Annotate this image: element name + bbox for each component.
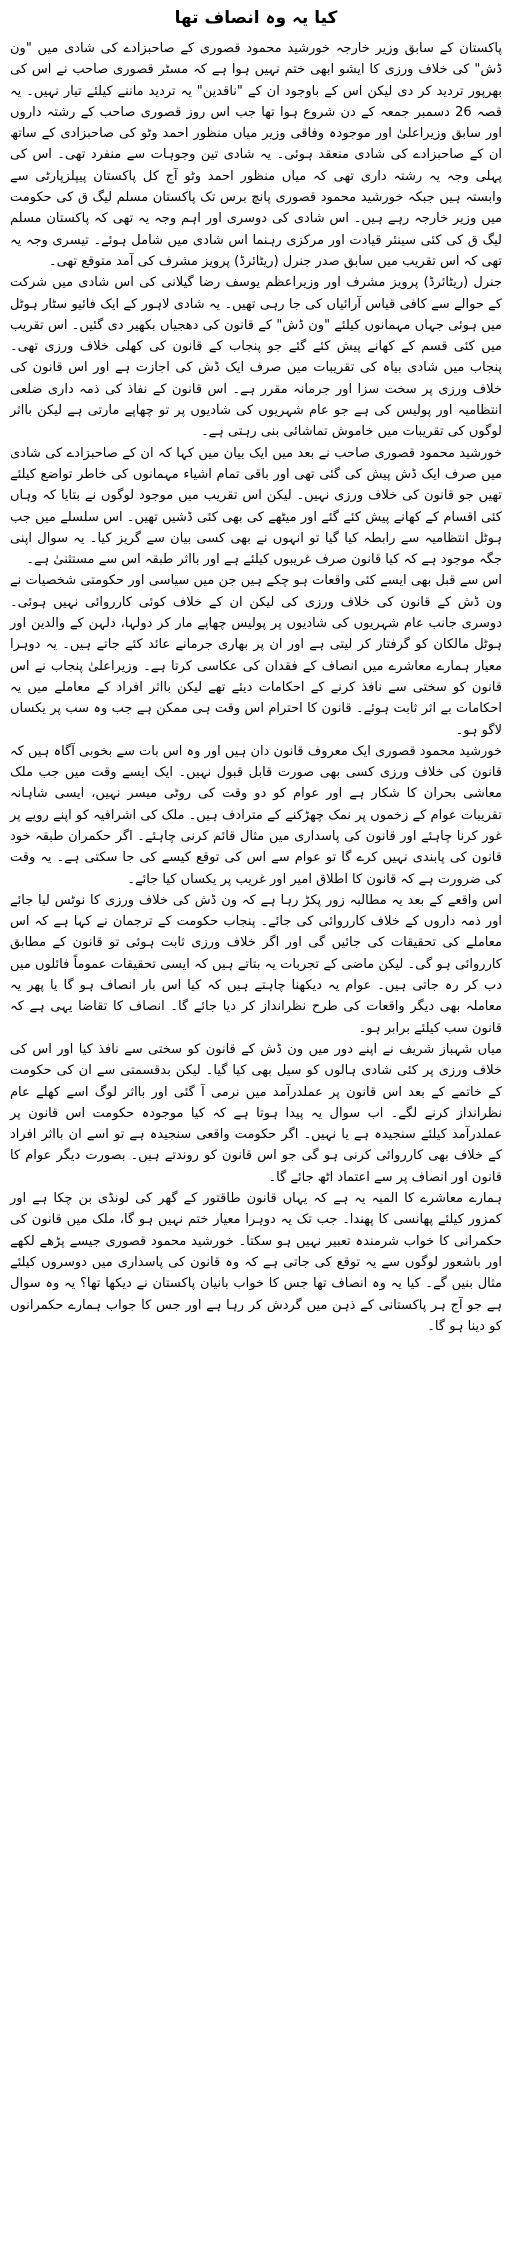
article-paragraph: خورشید محمود قصوری ایک معروف قانون دان ہیں اور وہ اس بات سے بخوبی آگاہ ہیں کہ قانون کی خلاف ورزی کسی بھی صورت قابل قبول نہیں۔ ایک ایسے وقت میں جب ملک معاشی بحران کا شکار ہے اور عوام کو دو وقت کی روٹی میسر نہیں، ایسی شاہانہ تقریبات عوام کے زخموں پر نمک چھڑکنے کے مترادف ہیں۔ ملک کی اشرافیہ کو اپنے رویے پر غور کرنا چاہئے اور قانون کی پاسداری میں مثال قائم کرنی چاہئے۔ اگر حکمران طبقہ خود قانون کی پابندی نہیں کرے گا تو عوام سے اس کی توقع کیسے کی جا سکتی ہے۔ یہ وقت کی ضرورت ہے کہ قانون کا اطلاق امیر اور غریب پر یکساں کیا جائے۔	[10, 743, 502, 887]
article-body	[10, 38, 502, 1337]
article-paragraph: جنرل (ریٹائرڈ) پرویز مشرف اور وزیراعظم یوسف رضا گیلانی کی اس شادی میں شرکت کے حوالے سے کافی قیاس آرائیاں کی جا رہی تھیں۔ یہ شادی لاہور کے ایک فائیو سٹار ہوٹل میں ہوئی جہاں مہمانوں کیلئے "ون ڈش" کے قانون کی دھجیاں بکھیر دی گئیں۔ اس تقریب میں کئی قسم کے کھانے پیش کئے گئے جو پنجاب کے قانون کی کھلی خلاف ورزی تھی۔ پنجاب میں شادی بیاہ کی تقریبات میں صرف ایک ڈش کی اجازت ہے اور اس قانون کی خلاف ورزی پر سخت سزا اور جرمانہ مقرر ہے۔ اس قانون کے نفاذ کی ذمہ داری ضلعی انتظامیہ اور پولیس کی ہے جو عام شہریوں کی شادیوں پر تو چھاپے مارتی ہے لیکن بااثر لوگوں کی تقریبات میں خاموش تماشائی بنی رہتی ہے۔	[10, 275, 502, 440]
article-paragraph: خورشید محمود قصوری صاحب نے بعد میں ایک بیان میں کہا کہ ان کے صاحبزادے کی شادی میں صرف ایک ڈش پیش کی گئی تھی اور باقی تمام اشیاء مہمانوں کی خاطر تواضع کیلئے تھیں جو قانون کی خلاف ورزی نہیں۔ لیکن اس تقریب میں موجود لوگوں نے بتایا کہ وہاں کئی اقسام کے کھانے پیش کئے گئے اور میٹھے کی بھی کئی ڈشیں تھیں۔ اس سلسلے میں جب ہوٹل انتظامیہ سے رابطہ کیا گیا تو انہوں نے بھی کسی بیان سے گریز کیا۔ یہ سوال اپنی جگہ موجود ہے کہ کیا قانون صرف غریبوں کیلئے ہے اور بااثر طبقہ اس سے مستثنیٰ ہے۔	[10, 445, 502, 568]
article-paragraph: ہمارے معاشرے کا المیہ یہ ہے کہ یہاں قانون طاقتور کے گھر کی لونڈی بن چکا ہے اور کمزور کیلئے پھانسی کا پھندا۔ جب تک یہ دوہرا معیار ختم نہیں ہو گا، ملک میں قانون کی حکمرانی کا خواب شرمندہ تعبیر نہیں ہو سکتا۔ خورشید محمود قصوری جیسے پڑھے لکھے اور باشعور لوگوں سے یہ توقع کی جاتی ہے کہ وہ قانون کی پاسداری میں دوسروں کیلئے مثال بنیں گے۔ کیا یہ وہ انصاف تھا جس کا خواب بانیان پاکستان نے دیکھا تھا؟ یہ وہ سوال ہے جو آج ہر پاکستانی کے ذہن میں گردش کر رہا ہے اور جس کا جواب ہمارے حکمرانوں کو دینا ہو گا۔	[10, 1191, 502, 1334]
article-title: کیا یہ وہ انصاف تھا	[174, 8, 338, 28]
article-paragraph: اس سے قبل بھی ایسے کئی واقعات ہو چکے ہیں جن میں سیاسی اور حکومتی شخصیات نے ون ڈش کے قانون کی خلاف ورزی کی لیکن ان کے خلاف کوئی کارروائی نہیں ہوئی۔ دوسری جانب عام شہریوں کی شادیوں پر پولیس چھاپے مار کر دولہا، دلہن کے والدین اور ہوٹل مالکان کو گرفتار کر لیتی ہے اور ان پر بھاری جرمانے عائد کئے جاتے ہیں۔ یہ دوہرا معیار ہمارے معاشرے میں انصاف کے فقدان کی عکاسی کرتا ہے۔ وزیراعلیٰ پنجاب نے اس قانون کو سختی سے نافذ کرنے کے احکامات دیئے تھے لیکن بااثر افراد کے معاملے میں یہ احکامات بے اثر ثابت ہوئے۔ قانون کا احترام اس وقت ہی ممکن ہے جب وہ سب پر یکساں لاگو ہو۔	[10, 573, 502, 738]
article-paragraph: اس واقعے کے بعد یہ مطالبہ زور پکڑ رہا ہے کہ ون ڈش کی خلاف ورزی کا نوٹس لیا جائے اور ذمہ داروں کے خلاف کارروائی کی جائے۔ پنجاب حکومت کے ترجمان نے کہا ہے کہ اس معاملے کی تحقیقات کی جائیں گی اور اگر خلاف ورزی ثابت ہوئی تو قانون کے مطابق کارروائی ہو گی۔ لیکن ماضی کے تجربات یہ بتاتے ہیں کہ ایسی تحقیقات عموماً فائلوں میں دب کر رہ جاتی ہیں۔ عوام یہ دیکھنا چاہتے ہیں کہ کیا اس بار انصاف ہو گا یا پھر یہ معاملہ بھی دیگر واقعات کی طرح نظرانداز کر دیا جائے گا۔ انصاف کا تقاضا یہی ہے کہ قانون سب کیلئے برابر ہو۔	[10, 892, 502, 1036]
article-paragraph: پاکستان کے سابق وزیر خارجہ خورشید محمود قصوری کے صاحبزادے کی شادی میں "ون ڈش" کی خلاف ورزی کا ایشو ابھی ختم نہیں ہوا ہے کہ مسٹر قصوری صاحب نے اس کی بھرپور تردید کر دی لیکن اس کے باوجود ان کے "ناقدین" یہ تردید ماننے کیلئے تیار نہیں۔ یہ قصہ 26 دسمبر جمعہ کے دن شروع ہوا تھا جب اس روز قصوری صاحب کے رشتہ داروں اور سابق وزیراعلیٰ اور موجودہ وفاقی وزیر میاں منظور احمد وٹو کی صاحبزادی کے ساتھ ان کے صاحبزادے کی شادی منعقد ہوئی۔ یہ شادی تین وجوہات سے منفرد تھی۔ اس کی پہلی وجہ یہ رشتہ داری تھی کہ میاں منظور احمد وٹو آج کل پاکستان پیپلزپارٹی سے وابستہ ہیں جبکہ خورشید محمود قصوری پانچ برس تک پاکستان مسلم لیگ ق کی حکومت میں وزیر خارجہ رہے ہیں۔ اس شادی کی دوسری اور اہم وجہ یہ تھی کہ پاکستان مسلم لیگ ق کی کئی سینئر قیادت اور مرکزی رہنما اس شادی میں شامل ہوئے۔ تیسری وجہ یہ تھی کہ اس تقریب میں سابق صدر جنرل (ریٹائرڈ) پرویز مشرف کی آمد متوقع تھی۔	[10, 41, 502, 269]
article-paragraph: میاں شہباز شریف نے اپنے دور میں ون ڈش کے قانون کو سختی سے نافذ کیا اور اس کی خلاف ورزی پر کئی شادی ہالوں کو سیل بھی کیا گیا۔ لیکن بدقسمتی سے ان کی حکومت کے خاتمے کے بعد اس قانون پر عملدرآمد میں نرمی آ گئی اور بااثر لوگ اسے کھلے عام نظرانداز کرنے لگے۔ اب سوال یہ پیدا ہوتا ہے کہ کیا موجودہ حکومت اس قانون پر عملدرآمد کیلئے سنجیدہ ہے یا نہیں۔ اگر حکومت واقعی سنجیدہ ہے تو اسے ان بااثر افراد کے خلاف بھی کارروائی کرنی ہو گی جو اس قانون کو روندتے ہیں۔ بصورت دیگر عوام کا قانون اور انصاف پر سے اعتماد اٹھ جائے گا۔	[10, 1041, 502, 1185]
